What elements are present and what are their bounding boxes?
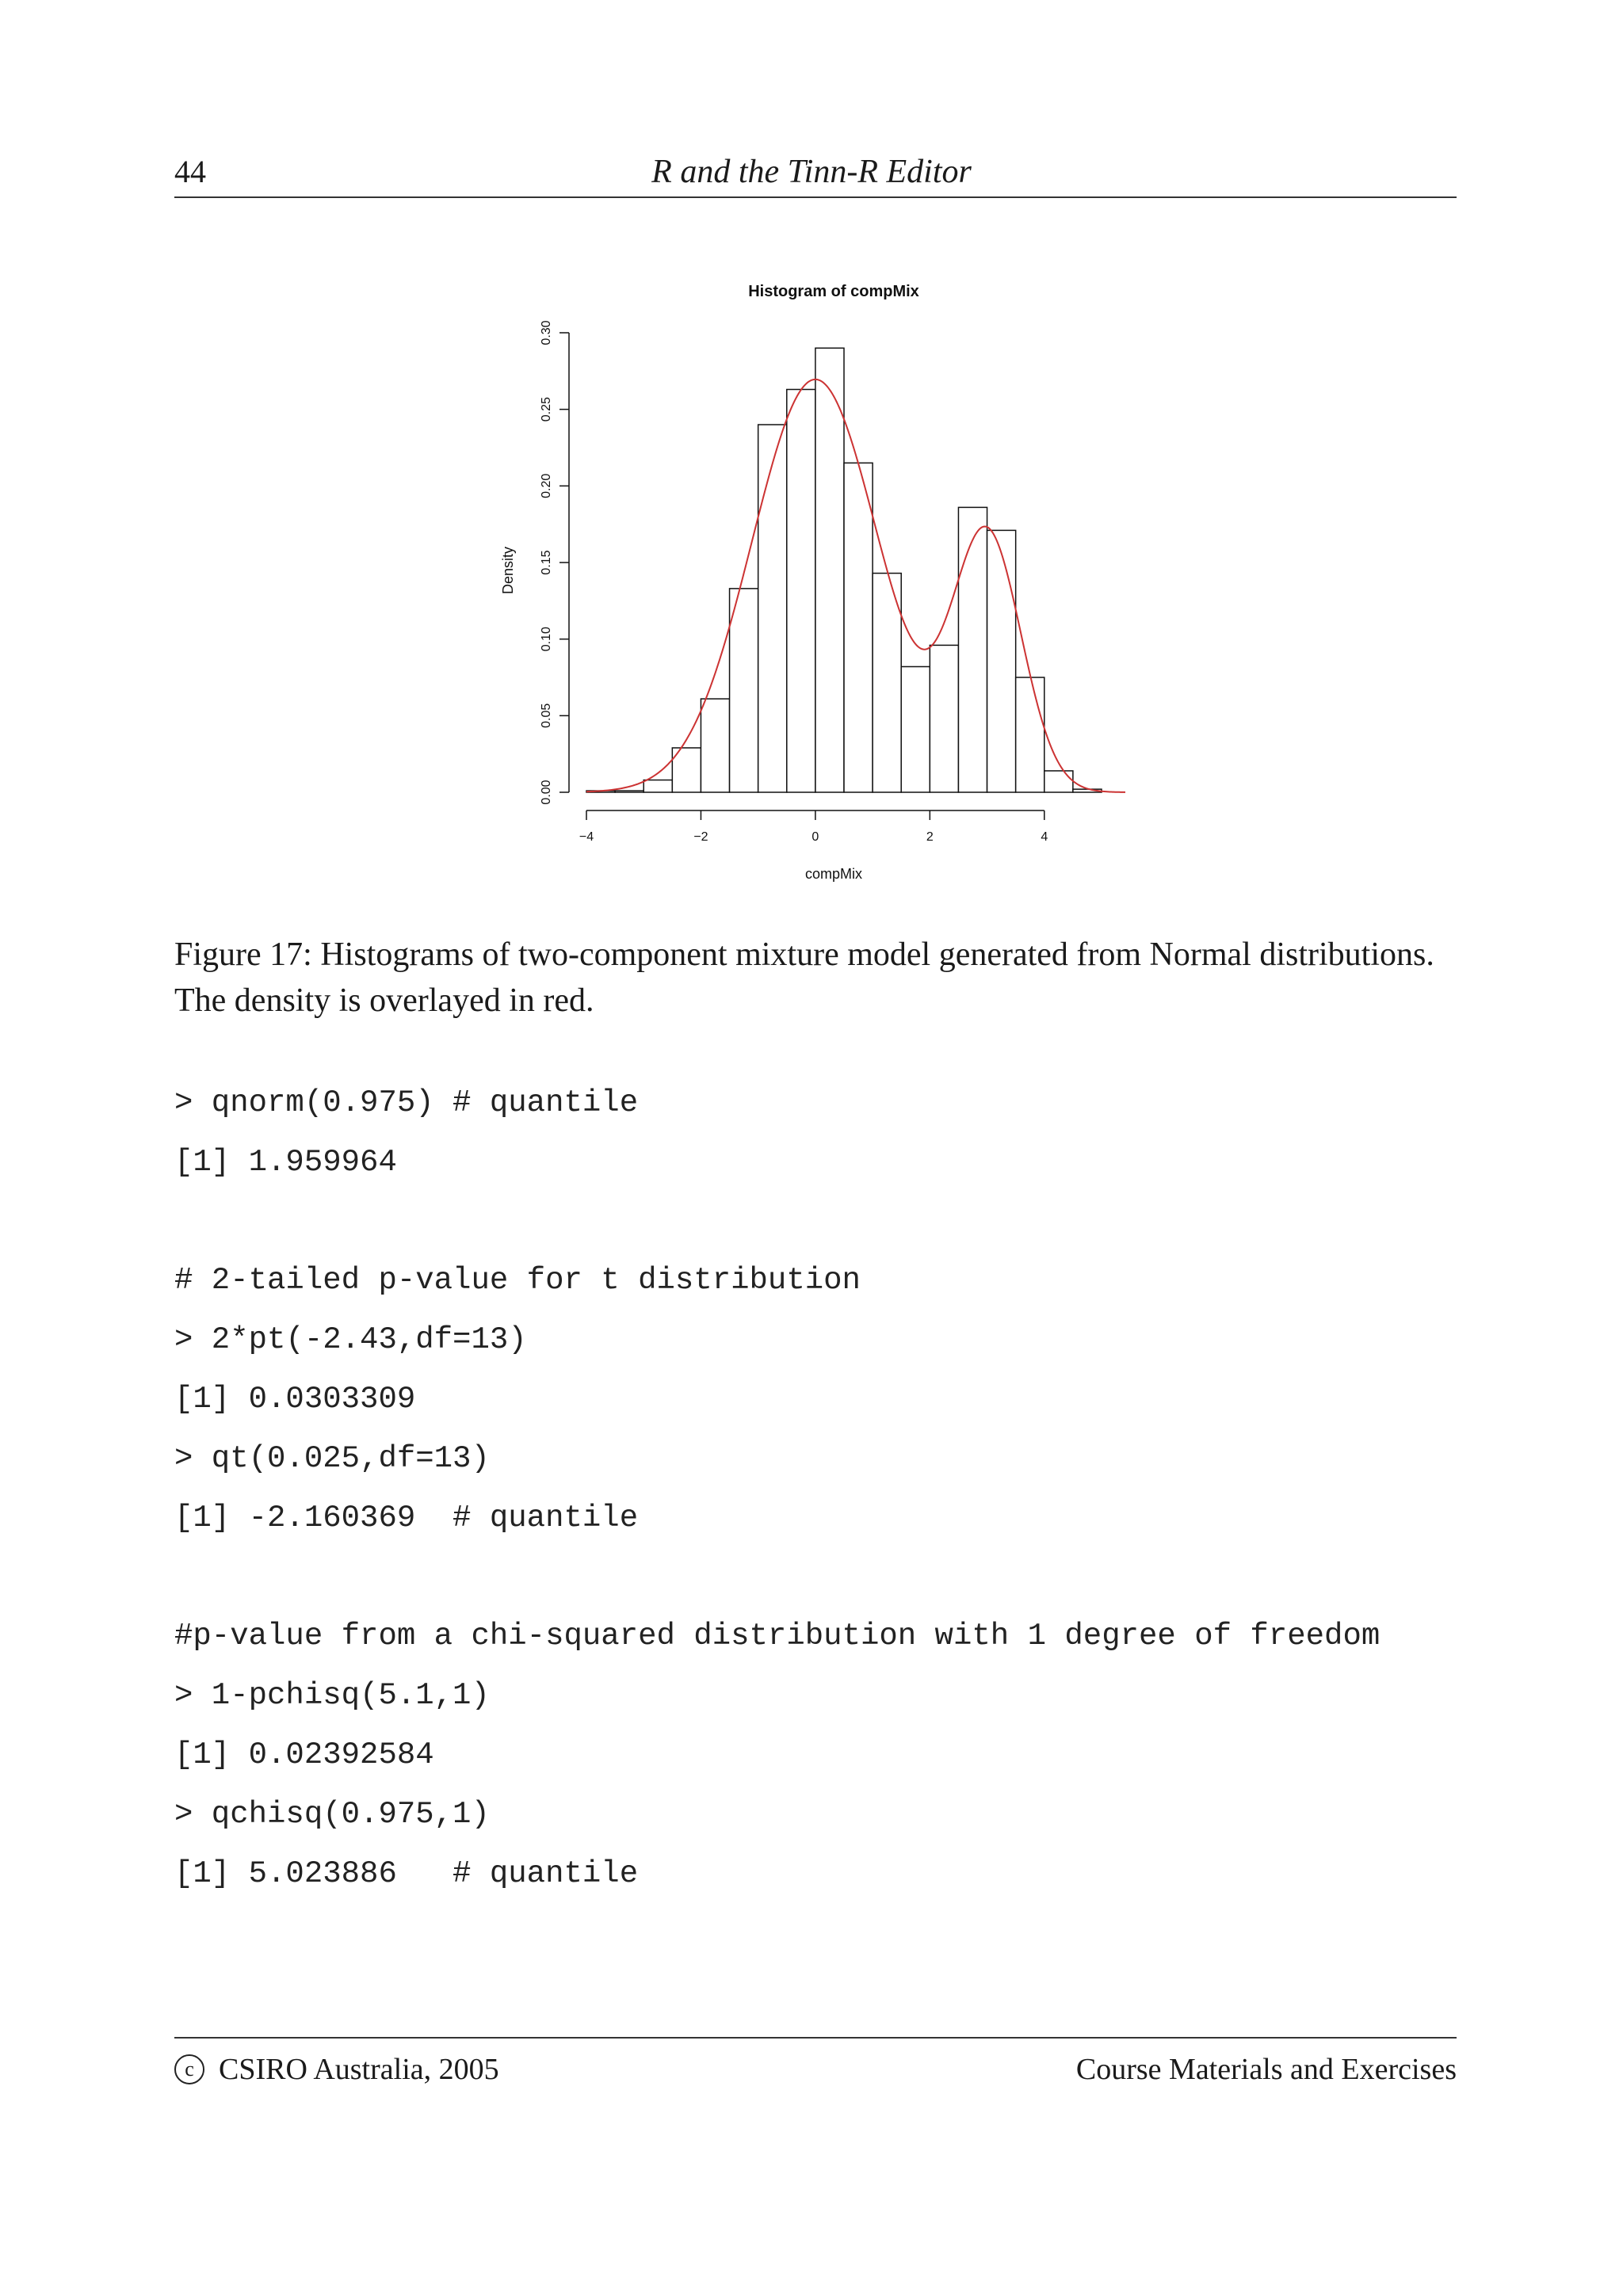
y-tick-label: 0.05 [540, 703, 553, 728]
code-line: > qnorm(0.975) # quantile [174, 1085, 639, 1120]
y-tick-label: 0.25 [540, 397, 553, 422]
histogram-bar [758, 425, 787, 792]
figure-caption: Figure 17: Histograms of two-component mixture model generated from Normal distributions. The density is overlayed in red. [174, 936, 1434, 1019]
code-line: [1] -2.160369 # quantile [174, 1501, 639, 1535]
x-axis-label: compMix [804, 866, 863, 882]
footer-copyright [174, 2052, 499, 2087]
histogram-bar [643, 780, 672, 792]
x-tick-label: 4 [1041, 830, 1048, 844]
y-tick-label: 0.20 [540, 473, 553, 498]
histogram-bar [1016, 677, 1044, 792]
histogram-bar [615, 791, 643, 792]
y-axis [540, 320, 569, 804]
histogram-bar [958, 507, 987, 792]
code-line: > 1-pchisq(5.1,1) [174, 1678, 490, 1713]
code-line: #p-value from a chi-squared distribution with 1 degree of freedom [174, 1619, 1381, 1653]
code-line: [1] 5.023886 # quantile [174, 1856, 639, 1891]
footer-left-text: CSIRO Australia, 2005 [219, 2053, 499, 2086]
histogram-bar [730, 589, 758, 792]
histogram-bar [901, 666, 930, 792]
y-tick-label: 0.30 [540, 320, 553, 345]
code-line: > qt(0.025,df=13) [174, 1441, 490, 1476]
footer-rule [174, 2037, 1457, 2039]
running-title: R and the Tinn-R Editor [651, 154, 972, 190]
code-line: [1] 1.959964 [174, 1145, 397, 1180]
histogram-bar [1044, 771, 1073, 792]
x-tick-label: −2 [693, 830, 708, 844]
code-line: [1] 0.02392584 [174, 1737, 434, 1772]
copyright-icon: c [174, 2054, 204, 2084]
footer-right-text: Course Materials and Exercises [1075, 2053, 1457, 2086]
histogram-bar [844, 463, 873, 792]
code-line: > qchisq(0.975,1) [174, 1797, 490, 1832]
header-rule [174, 196, 1457, 198]
x-tick-label: 0 [812, 830, 819, 844]
x-tick-label: 2 [926, 830, 934, 844]
y-tick-label: 0.15 [540, 550, 553, 575]
y-axis-label: Density [500, 546, 516, 595]
code-line: # 2-tailed p-value for t distribution [174, 1263, 861, 1298]
page-number: 44 [174, 154, 206, 189]
histogram-chart [475, 269, 1125, 895]
histogram-bar [701, 699, 729, 792]
code-line: [1] 0.0303309 [174, 1382, 416, 1417]
histogram-bar [987, 530, 1016, 792]
chart-title: Histogram of compMix [748, 283, 919, 300]
histogram-bar [873, 574, 901, 792]
histogram-bar [930, 645, 958, 792]
y-tick-label: 0.00 [540, 780, 553, 805]
code-line: > 2*pt(-2.43,df=13) [174, 1322, 527, 1357]
histogram-bar [787, 390, 815, 792]
x-tick-label: −4 [579, 830, 594, 844]
histogram-bar [815, 348, 844, 792]
x-axis [579, 810, 1048, 844]
histogram-bars [586, 348, 1102, 792]
y-tick-label: 0.10 [540, 627, 553, 652]
